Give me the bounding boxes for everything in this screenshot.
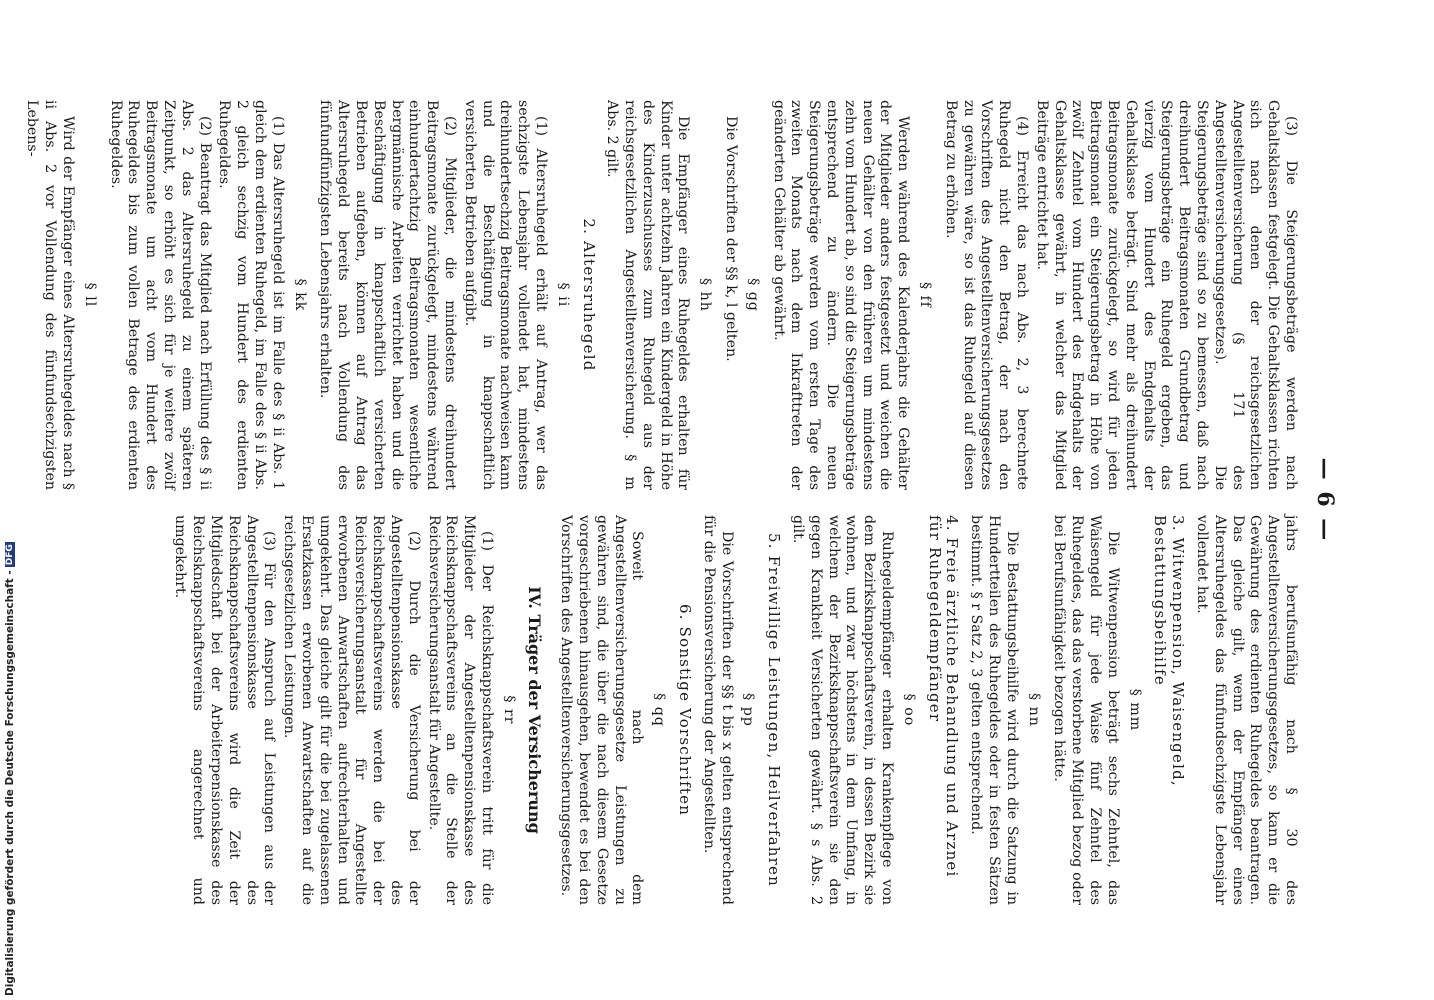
paragraph: Die Bestattungsbeihilfe wird durch die Satzung in Hundertteilen des Ruhegeldes oder in festen Sätzen bestimmt. § r Satz 2, 3 gelten entsprechend. (968, 515, 1020, 905)
paragraph: (3) Die Steigerungsbeträge werden nach Gehaltsklassen festgelegt. Die Gehaltsklassen richten sich nach denen der reichsgesetzlichen Angestelltenversicherung (§ 171 des Angestelltenversicherungsgesetzes). Die Steigerungsbeträge sind so zu bemessen, daß nach dreihundert Beitragsmonaten Grundbetrag und Steigerungsbeträge ein Ruhegeld ergeben, das vierzig vom Hundert des Endgehalts der Gehaltsklasse beträgt. Sind mehr als dreihundert Beitragsmonate zurückgelegt, so wird für jeden Beitragsmonat ein Steigerungsbetrag in Höhe von zwölf Zehntel vom Hundert des Endgehalts der Gehaltsklasse gewährt, in welcher das Mitglied Beiträge entrichtet hat. (1033, 100, 1299, 490)
paragraph: (1) Altersruhegeld erhält auf Antrag, wer das sechzigste Lebensjahr vollendet hat, mindestens dreihundertsechzig Beitragsmonate nachweisen kann und die Beschäftigung in knappschaftlich versicherten Betrieben aufgibt. (461, 100, 549, 490)
section-symbol-heading: § hh (697, 278, 714, 312)
section-symbol-heading: § qq (651, 693, 668, 727)
section-symbol-heading: § gg (744, 278, 761, 312)
section-heading: 6. Sonstige Vorschriften (676, 603, 695, 817)
section-symbol-heading: § mm (1126, 688, 1143, 732)
paragraph: Die Witwenpension beträgt sechs Zehntel, das Waisengeld für jede Waise fünf Zehntel des Ruhegeldes, das das verstorbene Mitglied bezog oder bei Berufsunfähigkeit bezogen hätte. (1051, 515, 1121, 905)
paragraph: Soweit nach dem Angestelltenversicherungsgesetze Leistungen zu gewähren sind, die über die nach diesem Gesetze vorgeschriebenen hinausgehen, bewendet es bei den Vorschriften des Angestelltenversicherungsgesetzes. (558, 515, 646, 905)
section-heading: 2. Altersruhegeld (579, 218, 598, 372)
page-number: — 6 — (1312, 457, 1338, 543)
section-symbol-heading: § kk (291, 278, 308, 312)
paragraph: (4) Erreicht das nach Abs. 2, 3 berechnete Ruhegeld nicht den Betrag, der nach den Vorschriften des Angestelltenversicherungsgesetzes zu gewähren wäre, so ist das Ruhegeld auf diesen Betrag zu erhöhen. (942, 100, 1031, 490)
paragraph: Die Vorschriften der §§ t bis x gelten entsprechend für die Pensionsversicherung der Angestellten. (700, 515, 735, 905)
section-heading: 4. Freie ärztliche Behandlung und Arznei für Ruhegeldempfänger (925, 515, 962, 878)
paragraph: (2) Beantragt das Mitglied nach Erfüllung des § ii Abs. 2 das Altersruhegeld zu einem späteren Zeitpunkt, so erhöht es sich für je weitere zwölf Beitragsmonate um acht vom Hundert des Ruhegeldes bis zum vollen Betrage des erdienten Ruhegeldes. (107, 100, 213, 490)
digitization-credit (4, 6, 18, 996)
paragraph: Die Empfänger eines Ruhegeldes erhalten für Kinder unter achtzehn Jahren ein Kindergeld in Höhe des Kinderzuschusses zum Ruhegeld aus der reichsgesetzlichen Angestelltenversicherung. § m Abs. 2 gilt. (604, 100, 692, 490)
credit-text-wrapper (4, 542, 16, 996)
section-symbol-heading: § rr (500, 695, 517, 725)
paragraph: (3) Für den Anspruch auf Leistungen aus der Angestelltenpensionskasse des Reichsknappschaftsvereins wird die Zeit der Mitgliedschaft bei der Arbeiterpensionskasse des Reichsknappschaftsvereins angerechnet und umgekehrt. (172, 515, 278, 905)
section-symbol-heading: § ii (554, 282, 571, 308)
paragraph: (2) Mitglieder, die mindestens dreihundert Beitragsmonate zurückgelegt, mindestens während einhundertachtzig Beitragsmonaten wesentliche bergmännische Arbeiten verrichtet haben und die Beschäftigung in knappschaftlich versicherten Betrieben aufgeben, können auf Antrag das Altersruhegeld bereits nach Vollendung des fünfundfünfzigsten Lebensjahrs erhalten. (317, 100, 458, 490)
dfg-logo: DFG (5, 544, 15, 566)
section-heading: 3. Witwenpension, Waisengeld, Bestattungsbeihilfe (1151, 515, 1188, 787)
paragraph: Ruhegeldempfänger erhalten Krankenpflege von dem Bezirksknappschaftsverein, in dessen Bezirk sie wohnen, und zwar höchstens in dem Umfang, in welchem der Bezirksknappschaftsverein sie den gegen Krankheit Versicherten gewährt. § s Abs. 2 gilt. (790, 515, 896, 905)
paragraph: Werden während des Kalenderjahrs die Gehälter der Mitglieder anders festgesetzt und weichen die neuen Gehälter von den früheren um mindestens zehn vom Hundert ab, so sind die Steigerungsbeträge entsprechend zu ändern. Die neuen Steigerungsbeträge werden vom ersten Tage des zweiten Monats nach dem Inkrafttreten der geänderten Gehälter ab gewährt. (770, 100, 912, 490)
section-symbol-heading: § ll (81, 282, 98, 308)
paragraph: (1) Der Reichsknappschaftsverein tritt für die Mitglieder der Angestelltenpensionskasse des Reichsknappschaftsvereins an die Stelle der Reichsversicherungsanstalt für Angestellte. (425, 515, 495, 905)
section-symbol-heading: § nn (1025, 693, 1042, 727)
section-heading: 5. Freiwillige Leistungen, Heilverfahren (765, 533, 784, 887)
section-symbol-heading: § pp (740, 693, 757, 727)
paragraph: (1) Das Altersruhegeld ist im Falle des § ii Abs. 1 gleich dem erdienten Ruhegeld, im Falle des § ii Abs. 2 gleich sechzig vom Hundert des erdienten Ruhegeldes. (216, 100, 286, 490)
paragraph: Wird der Empfänger eines Altersruhegeldes nach § ii Abs. 2 vor Vollendung des fünfundsechzigsten Lebens- (24, 100, 76, 490)
left-text-column (21, 100, 1299, 490)
section-symbol-heading: § oo (900, 693, 917, 727)
credit-text: Digitalisierung gefördert durch die Deutsche Forschungsgemeinschaft - (4, 570, 16, 996)
paragraph: Die Vorschriften der §§ k, l gelten. (723, 116, 740, 362)
major-heading: IV. Träger der Versicherung (524, 586, 544, 834)
paragraph: (2) Durch die Versicherung bei der Angestelltenpensionskasse des Reichsknappschaftsvereins werden die bei der Reichsversicherungsanstalt für Angestellte erworbenen Anwartschaften aufrechterhalten und umgekehrt. Das gleiche gilt für die bei zugelassenen Ersatzkassen erworbenen Anwartschaften auf die reichsgesetzlichen Leistungen. (281, 515, 422, 905)
right-text-column (169, 515, 1299, 905)
section-symbol-heading: § ff (917, 281, 934, 309)
paragraph: jahrs berufsunfähig nach § 30 des Angestelltenversicherungsgesetzes, so kann er die Gewährung des erdienten Ruhegeldes beantragen. Das gleiche gilt, wenn der Empfänger eines Altersruhegeldes das fünfundsechzigste Lebensjahr vollendet hat. (1194, 515, 1299, 905)
